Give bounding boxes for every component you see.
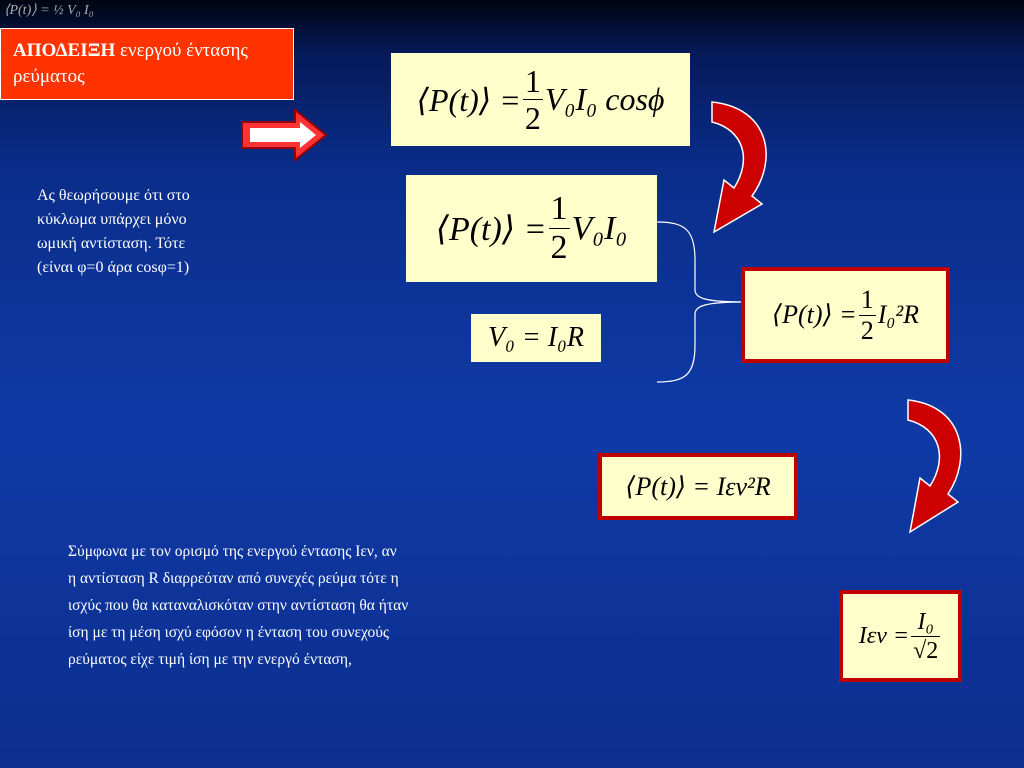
left-explanation [37, 184, 287, 280]
eq2-lhs: ⟨P(t)⟩ = [435, 210, 547, 248]
equation-avg-power-current [741, 267, 950, 363]
eq6-lhs: Iεν = [858, 622, 910, 649]
title-rest: ενεργού έντασης ρεύματος [13, 40, 248, 87]
right-arrow-icon [240, 108, 330, 162]
bottom-text-line: ισχύς που θα καταναλισκόταν στην αντίσταση θα ήταν [68, 597, 409, 614]
eq2-rhs: V₀I₀ [571, 209, 628, 247]
eq4-fraction [859, 284, 876, 345]
eq2-frac-den: 2 [550, 229, 568, 266]
slide-title [0, 28, 294, 100]
eq4-lhs: ⟨P(t)⟩ = [771, 300, 857, 329]
equation-avg-power-effective [598, 453, 798, 520]
left-text-line: Ας θεωρήσουμε ότι στο [37, 187, 190, 204]
curved-down-arrow-icon [700, 100, 780, 240]
left-text-line: ωμική αντίσταση. Τότε [37, 235, 186, 252]
bottom-text-line: ρεύματος είχε τιμή ίση με την ενεργό ένταση, [68, 651, 352, 668]
eq1-fraction [523, 65, 543, 134]
eq6-frac-num: I₀ [917, 608, 934, 635]
bottom-text-line: η αντίσταση R διαρρεόταν από συνεχές ρεύμα τότε η [68, 570, 399, 587]
bottom-text-line: Σύμφωνα με τον ορισμό της ενεργού έντασης Ιεν, αν [68, 543, 397, 560]
left-text-line: (είναι φ=0 άρα cosφ=1) [37, 259, 190, 276]
eq5-lhs: ⟨P(t)⟩ = [625, 471, 711, 501]
left-text-line: κύκλωμα υπάρχει μόνο [37, 211, 187, 228]
eq2-frac-num: 1 [550, 190, 568, 227]
eq2-fraction [549, 192, 570, 265]
eq3-text: V₀ = I₀R [488, 322, 584, 353]
eq1-frac-num: 1 [524, 63, 541, 99]
curly-brace-icon [655, 220, 750, 385]
ghost-formula: ⟨P(t)⟩ = ½ V₀ I₀ [4, 3, 94, 18]
equation-avg-power-resistive [406, 175, 657, 282]
equation-avg-power-general [391, 53, 690, 146]
bottom-explanation [68, 538, 568, 673]
curved-down-arrow-icon [900, 398, 975, 538]
eq4-rhs: I₀²R [877, 300, 920, 329]
title-bold: ΑΠΟΔΕΙΞΗ [13, 40, 116, 61]
eq6-fraction [911, 610, 940, 663]
eq1-lhs: ⟨P(t)⟩ = [416, 81, 521, 118]
equation-ohms-law [471, 314, 601, 362]
eq1-rhs: V₀I₀ cosϕ [544, 81, 665, 117]
eq4-frac-den: 2 [860, 315, 874, 345]
eq5-rhs: Iεν²R [716, 471, 771, 501]
bottom-text-line: ίση με τη μέση ισχύ εφόσον η ένταση του συνεχούς [68, 624, 390, 641]
eq6-frac-den: √2 [913, 637, 939, 664]
eq4-frac-num: 1 [860, 284, 874, 314]
eq1-frac-den: 2 [524, 100, 541, 136]
equation-effective-current [839, 590, 962, 682]
